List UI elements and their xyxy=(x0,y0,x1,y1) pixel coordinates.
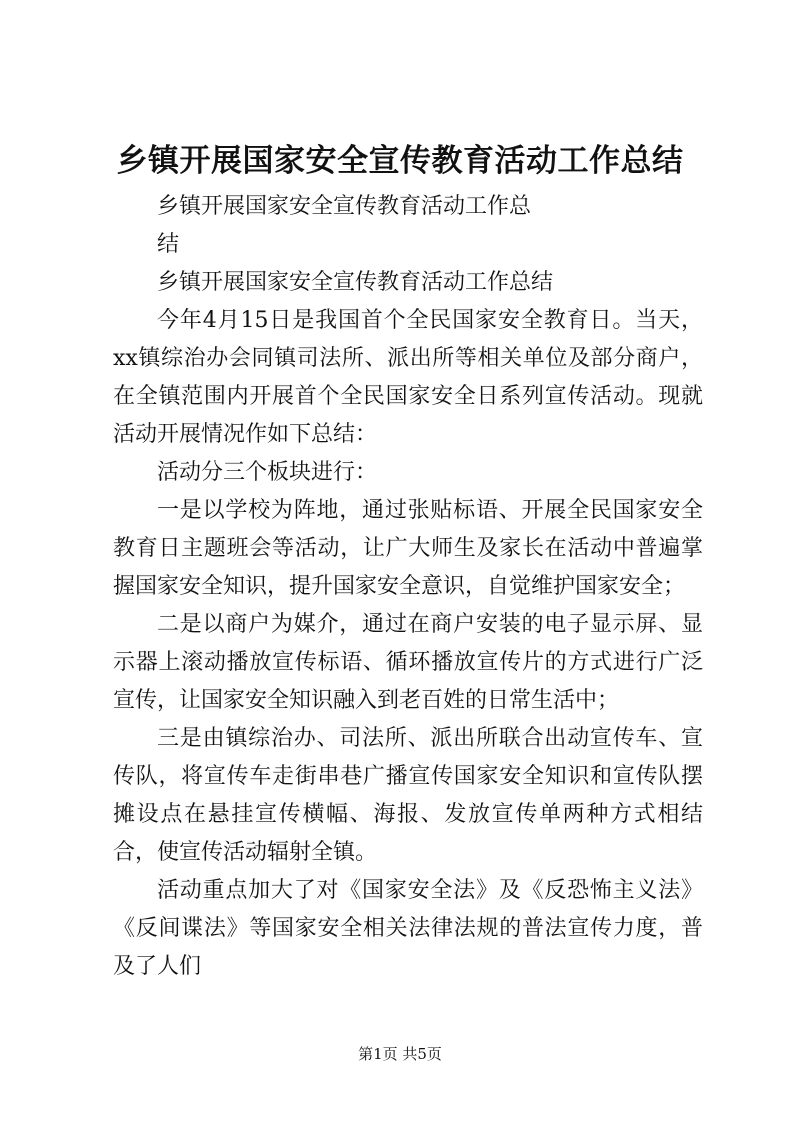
paragraph-5: 活动分三个板块进行： xyxy=(157,460,378,485)
paragraph-7: 二是以商户为媒介，通过在商户安装的电子显示屏、显示器上滚动播放宣传标语、循环播放宣传片的方式进行广泛宣传，让国家安全知识融入到老百姓的日常生活中； xyxy=(113,612,703,713)
paragraph-4: 今年4月15日是我国首个全民国家安全教育日。当天，xx镇综治办会同镇司法所、派出所等相关单位及部分商户，在全镇范围内开展首个全民国家安全日系列宣传活动。现就活动开展情况作如下总结： xyxy=(113,308,703,447)
page-number-footer: 第1页 共5页 xyxy=(358,1045,442,1063)
page-title: 乡镇开展国家安全宣传教育活动工作总结 xyxy=(116,143,684,179)
document-body xyxy=(113,188,703,986)
paragraph-6: 一是以学校为阵地，通过张贴标语、开展全民国家安全教育日主题班会等活动，让广大师生及家长在活动中普遍掌握国家安全知识，提升国家安全意识，自觉维护国家安全； xyxy=(113,498,703,599)
paragraph-8: 三是由镇综治办、司法所、派出所联合出动宣传车、宣传队，将宣传车走街串巷广播宣传国家安全知识和宣传队摆摊设点在悬挂宣传横幅、海报、发放宣传单两种方式相结合，使宣传活动辐射全镇。 xyxy=(113,726,703,865)
paragraph-9: 活动重点加大了对《国家安全法》及《反恐怖主义法》《反间谍法》等国家安全相关法律法规的普法宣传力度，普及了人们 xyxy=(113,878,703,979)
paragraph-3: 乡镇开展国家安全宣传教育活动工作总结 xyxy=(157,270,554,295)
paragraph-2: 结 xyxy=(157,232,180,257)
paragraph-1: 乡镇开展国家安全宣传教育活动工作总 xyxy=(157,194,532,219)
